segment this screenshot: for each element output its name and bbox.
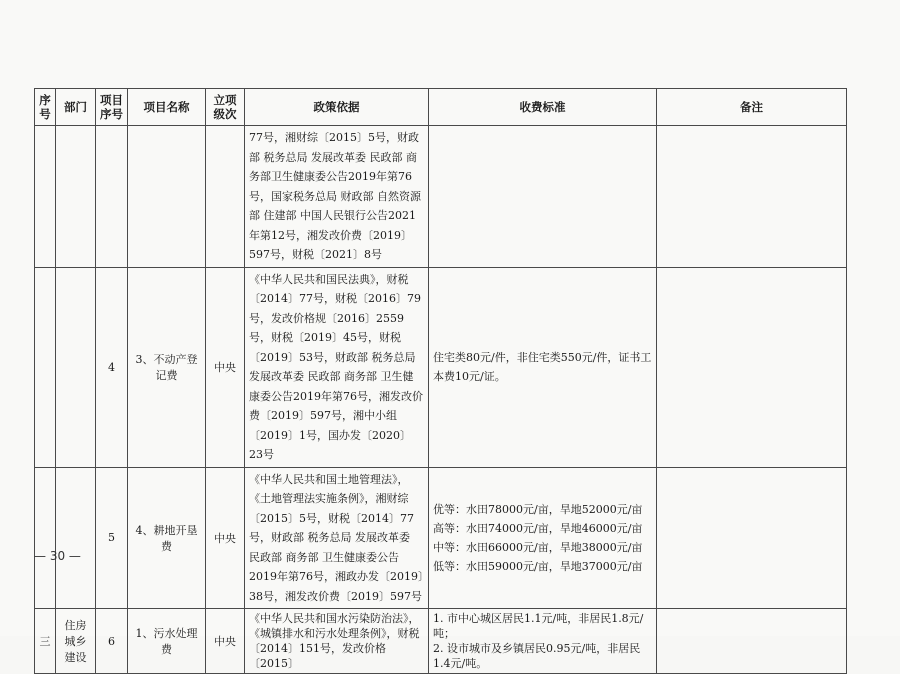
table-row — [35, 126, 847, 268]
cell-item-name: 3、不动产登记费 — [128, 267, 206, 467]
cell-remark — [657, 467, 847, 609]
header-remark: 备注 — [657, 89, 847, 126]
cell-basis: 《中华人民共和国水污染防治法》，《城镇排水和污水处理条例》，财税〔2014〕151号，发改价格〔2015〕 — [245, 609, 429, 674]
table-row — [35, 267, 847, 467]
cell-level: 中央 — [206, 609, 245, 674]
cell-standard — [429, 609, 657, 674]
cell-seq: 三 — [35, 609, 56, 674]
cell-remark — [657, 126, 847, 268]
header-seq: 序 号 — [35, 89, 56, 126]
fee-table — [34, 88, 847, 674]
cell-item-no — [96, 126, 128, 268]
cell-item-no: 5 — [96, 467, 128, 609]
header-item-no: 项目 序号 — [96, 89, 128, 126]
standard-line: 低等：水田59000元/亩，旱地37000元/亩 — [433, 559, 643, 573]
header-dept: 部门 — [56, 89, 96, 126]
table-row — [35, 609, 847, 674]
header-level: 立项 级次 — [206, 89, 245, 126]
cell-dept — [56, 267, 96, 467]
standard-line: 2. 设市城市及乡镇居民0.95元/吨，非居民1.4元/吨。 — [433, 642, 641, 670]
header-basis: 政策依据 — [245, 89, 429, 126]
page-number: — 30 — — [34, 549, 81, 563]
cell-remark — [657, 267, 847, 467]
standard-line: 高等：水田74000元/亩，旱地46000元/亩 — [433, 521, 643, 535]
cell-dept — [56, 126, 96, 268]
table-header-row — [35, 89, 847, 126]
cell-standard: 住宅类80元/件，非住宅类550元/件，证书工本费10元/证。 — [429, 267, 657, 467]
header-item-name: 项目名称 — [128, 89, 206, 126]
cell-seq — [35, 267, 56, 467]
cell-basis: 77号，湘财综〔2015〕5号，财政部 税务总局 发展改革委 民政部 商务部卫生健康委公告2019年第76号，国家税务总局 财政部 自然资源部 住建部 中国人民银行公告2021年第12号，湘发改价费〔2019〕597号，财税〔2021〕8号 — [245, 126, 429, 268]
cell-item-name: 4、耕地开垦费 — [128, 467, 206, 609]
cell-dept: 住房城乡建设 — [56, 609, 96, 674]
cell-item-name: 1、污水处理费 — [128, 609, 206, 674]
header-standard: 收费标准 — [429, 89, 657, 126]
cell-basis: 《中华人民共和国民法典》，财税〔2014〕77号，财税〔2016〕79号，发改价格规〔2016〕2559号，财税〔2019〕45号，财税〔2019〕53号，财政部 税务总局 发展改革委 民政部 商务部 卫生健康委公告2019年第76号，湘发改价费〔2019〕597号，湘中小组〔2019〕1号，国办发〔2020〕23号 — [245, 267, 429, 467]
cell-seq — [35, 126, 56, 268]
cell-basis: 《中华人民共和国土地管理法》，《土地管理法实施条例》，湘财综〔2015〕5号，财税〔2014〕77号，财政部 税务总局 发展改革委 民政部 商务部 卫生健康委公告2019年第76号，湘政办发〔2019〕38号，湘发改价费〔2019〕597号 — [245, 467, 429, 609]
cell-standard — [429, 126, 657, 268]
standard-line: 1. 市中心城区居民1.1元/吨，非居民1.8元/吨； — [433, 612, 644, 640]
cell-item-name — [128, 126, 206, 268]
cell-level: 中央 — [206, 467, 245, 609]
cell-remark — [657, 609, 847, 674]
cell-level — [206, 126, 245, 268]
cell-level: 中央 — [206, 267, 245, 467]
cell-seq — [35, 467, 56, 609]
cell-standard — [429, 467, 657, 609]
standard-line: 中等：水田66000元/亩，旱地38000元/亩 — [433, 540, 643, 554]
cell-dept — [56, 467, 96, 609]
standard-line: 优等：水田78000元/亩，旱地52000元/亩 — [433, 502, 643, 516]
cell-item-no: 6 — [96, 609, 128, 674]
table-row — [35, 467, 847, 609]
cell-item-no: 4 — [96, 267, 128, 467]
